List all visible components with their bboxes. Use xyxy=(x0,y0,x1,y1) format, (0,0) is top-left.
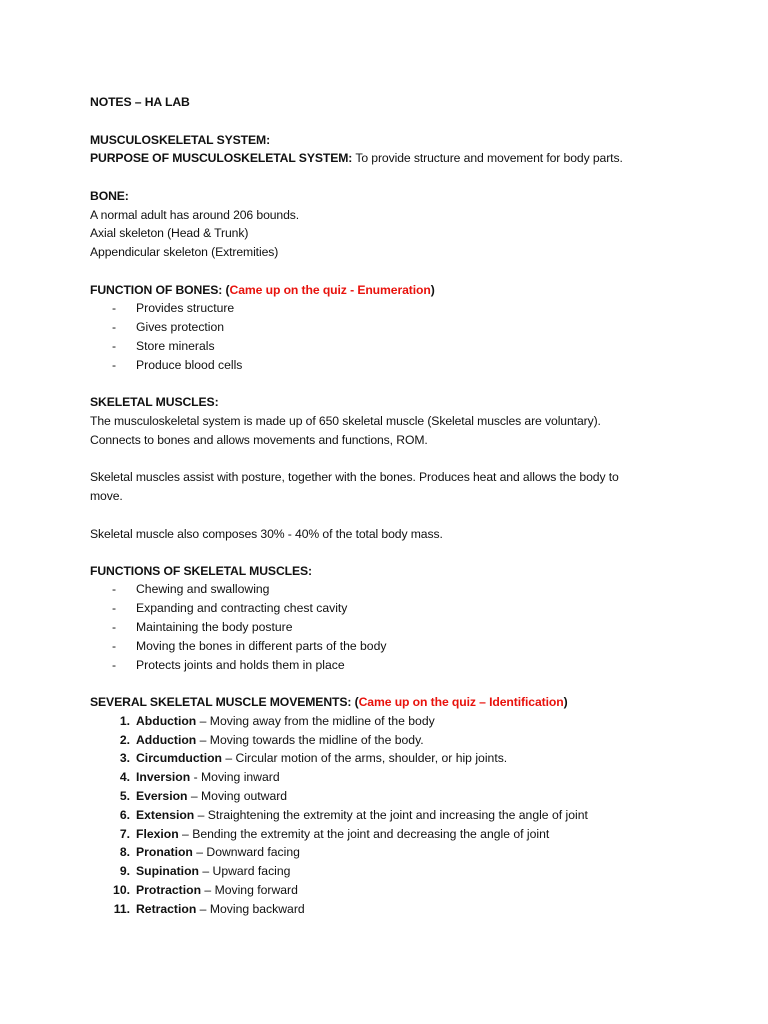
movement-desc: – Moving forward xyxy=(201,883,298,897)
list-number: 9. xyxy=(119,864,130,878)
movement-desc: - Moving inward xyxy=(190,770,280,784)
purpose-label: PURPOSE OF MUSCULOSKELETAL SYSTEM: xyxy=(90,151,353,165)
movement-item xyxy=(136,749,507,767)
bullet-dash: - xyxy=(112,658,117,672)
paragraph-line: move. xyxy=(90,489,123,503)
movement-desc: – Moving towards the midline of the body. xyxy=(196,733,424,747)
list-number: 4. xyxy=(119,770,130,784)
movement-desc: – Upward facing xyxy=(198,864,291,878)
heading-text: FUNCTION OF BONES: ( xyxy=(90,283,230,297)
movement-desc: – Moving away from the midline of the body xyxy=(196,714,435,728)
movement-term: Adduction xyxy=(136,733,197,747)
functions-of-skeletal-muscles-heading: FUNCTIONS OF SKELETAL MUSCLES: xyxy=(90,564,313,578)
list-item: Chewing and swallowing xyxy=(136,582,270,596)
list-item: Moving the bones in different parts of the body xyxy=(136,639,387,653)
movement-item xyxy=(136,712,435,730)
bone-heading: BONE: xyxy=(90,189,129,203)
paragraph-line: Skeletal muscle also composes 30% - 40% of the total body mass. xyxy=(90,527,443,541)
movement-term: Pronation xyxy=(136,845,193,859)
movements-heading xyxy=(90,693,568,711)
bullet-dash: - xyxy=(112,601,117,615)
paragraph-line: Connects to bones and allows movements and functions, ROM. xyxy=(90,433,428,447)
paragraph-line: Skeletal muscles assist with posture, together with the bones. Produces heat and allows the body to xyxy=(90,470,619,484)
list-number: 7. xyxy=(119,827,130,841)
bullet-dash: - xyxy=(112,301,117,315)
movement-term: Retraction xyxy=(136,902,197,916)
movement-term: Protraction xyxy=(136,883,202,897)
bullet-dash: - xyxy=(112,339,117,353)
list-number: 1. xyxy=(119,714,130,728)
movement-desc: – Downward facing xyxy=(192,845,300,859)
movement-item xyxy=(136,843,300,861)
movement-desc: – Moving outward xyxy=(187,789,288,803)
musculoskeletal-heading: MUSCULOSKELETAL SYSTEM: xyxy=(90,133,271,147)
movement-item xyxy=(136,787,287,805)
movement-term: Flexion xyxy=(136,827,179,841)
bullet-dash: - xyxy=(112,620,117,634)
movement-term: Eversion xyxy=(136,789,188,803)
list-item: Store minerals xyxy=(136,339,215,353)
quiz-note: Came up on the quiz – Identification xyxy=(358,695,564,709)
document-title: NOTES – HA LAB xyxy=(90,95,190,109)
movement-item xyxy=(136,806,588,824)
list-item: Gives protection xyxy=(136,320,225,334)
movement-term: Extension xyxy=(136,808,195,822)
movement-item xyxy=(136,862,290,880)
movement-desc: – Circular motion of the arms, shoulder, or hip joints. xyxy=(222,751,508,765)
movement-term: Supination xyxy=(136,864,199,878)
quiz-note: Came up on the quiz - Enumeration xyxy=(229,283,431,297)
skeletal-muscles-heading: SKELETAL MUSCLES: xyxy=(90,395,219,409)
function-of-bones-heading xyxy=(90,281,435,299)
movement-item xyxy=(136,768,280,786)
list-item: Maintaining the body posture xyxy=(136,620,293,634)
paragraph-line: The musculoskeletal system is made up of 650 skeletal muscle (Skeletal muscles are voluntary). xyxy=(90,414,601,428)
bullet-dash: - xyxy=(112,639,117,653)
movement-term: Circumduction xyxy=(136,751,222,765)
purpose-text: To provide structure and movement for body parts. xyxy=(352,151,623,165)
bullet-dash: - xyxy=(112,582,117,596)
heading-text: SEVERAL SKELETAL MUSCLE MOVEMENTS: ( xyxy=(90,695,359,709)
movement-desc: – Moving backward xyxy=(196,902,305,916)
movement-item xyxy=(136,900,305,918)
movement-desc: – Bending the extremity at the joint and decreasing the angle of joint xyxy=(178,827,550,841)
list-number: 3. xyxy=(119,751,130,765)
purpose-line xyxy=(90,149,623,167)
bullet-dash: - xyxy=(112,320,117,334)
heading-close: ) xyxy=(563,695,568,709)
movement-item xyxy=(136,881,298,899)
list-number: 5. xyxy=(119,789,130,803)
list-number: 11. xyxy=(113,902,130,916)
movement-term: Abduction xyxy=(136,714,197,728)
list-number: 2. xyxy=(119,733,130,747)
list-item: Provides structure xyxy=(136,301,235,315)
movement-desc: – Straightening the extremity at the joint and increasing the angle of joint xyxy=(194,808,588,822)
bone-line: Axial skeleton (Head & Trunk) xyxy=(90,226,249,240)
bone-line: A normal adult has around 206 bounds. xyxy=(90,208,300,222)
movement-item xyxy=(136,825,549,843)
movement-term: Inversion xyxy=(136,770,191,784)
list-item: Produce blood cells xyxy=(136,358,243,372)
list-number: 6. xyxy=(119,808,130,822)
list-item: Expanding and contracting chest cavity xyxy=(136,601,348,615)
list-item: Protects joints and holds them in place xyxy=(136,658,345,672)
heading-close: ) xyxy=(430,283,435,297)
bone-line: Appendicular skeleton (Extremities) xyxy=(90,245,279,259)
bullet-dash: - xyxy=(112,358,117,372)
list-number: 8. xyxy=(119,845,130,859)
movement-item xyxy=(136,731,424,749)
list-number: 10. xyxy=(113,883,130,897)
